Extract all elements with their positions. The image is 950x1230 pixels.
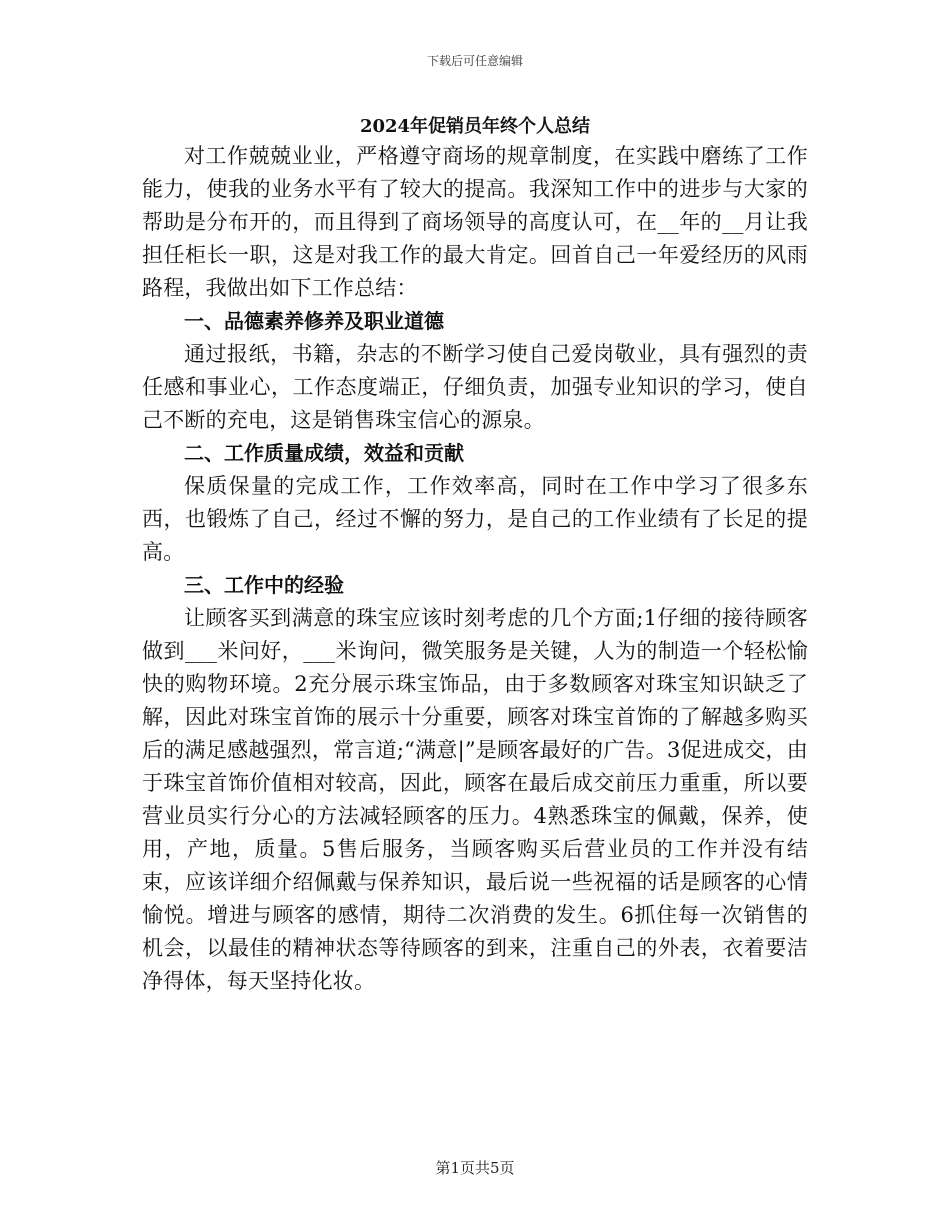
document-body <box>142 140 808 998</box>
section-heading: 一、品德素养修养及职业道德 <box>184 309 444 333</box>
section-body: 保质保量的完成工作，工作效率高，同时在工作中学习了很多东西，也锻炼了自己，经过不懈的努力，是自己的工作业绩有了长足的提高。 <box>142 474 808 564</box>
page-number: 第1页共5页 <box>435 1159 515 1177</box>
header-note: 下载后可任意编辑 <box>426 54 523 68</box>
section-heading: 三、工作中的经验 <box>184 573 344 597</box>
section-heading: 二、工作质量成绩，效益和贡献 <box>184 441 464 465</box>
section-body: 通过报纸，书籍，杂志的不断学习使自己爱岗敬业，具有强烈的责任感和事业心，工作态度端正，仔细负责，加强专业知识的学习，使自己不断的充电，这是销售珠宝信心的源泉。 <box>142 342 808 432</box>
section-3 <box>142 569 808 998</box>
section-1 <box>142 305 808 437</box>
section-body: 让顾客买到满意的珠宝应该时刻考虑的几个方面;1仔细的接待顾客做到___米问好，___米询问，微笑服务是关键，人为的制造一个轻松愉快的购物环境。2充分展示珠宝饰品，由于多数顾客对珠宝知识缺乏了解，因此对珠宝首饰的展示十分重要，顾客对珠宝首饰的了解越多购买后的满足感越强烈，常言道;“满意|”是顾客最好的广告。3促进成交，由于珠宝首饰价值相对较高，因此，顾客在最后成交前压力重重，所以要营业员实行分心的方法减轻顾客的压力。4熟悉珠宝的佩戴，保养，使用，产地，质量。5售后服务，当顾客购买后营业员的工作并没有结束，应该详细介绍佩戴与保养知识，最后说一些祝福的话是顾客的心情愉悦。增进与顾客的感情，期待二次消费的发生。6抓住每一次销售的机会，以最佳的精神状态等待顾客的到来，注重自己的外表，衣着要洁净得体，每天坚持化妆。 <box>142 606 808 993</box>
document-title: 2024年促销员年终个人总结 <box>359 116 591 137</box>
section-2 <box>142 437 808 569</box>
intro-paragraph: 对工作兢兢业业，严格遵守商场的规章制度，在实践中磨练了工作能力，使我的业务水平有了较大的提高。我深知工作中的进步与大家的帮助是分布开的，而且得到了商场领导的高度认可，在__年的__月让我担任柜长一职，这是对我工作的最大肯定。回首自己一年爱经历的风雨路程，我做出如下工作总结： <box>142 144 808 300</box>
